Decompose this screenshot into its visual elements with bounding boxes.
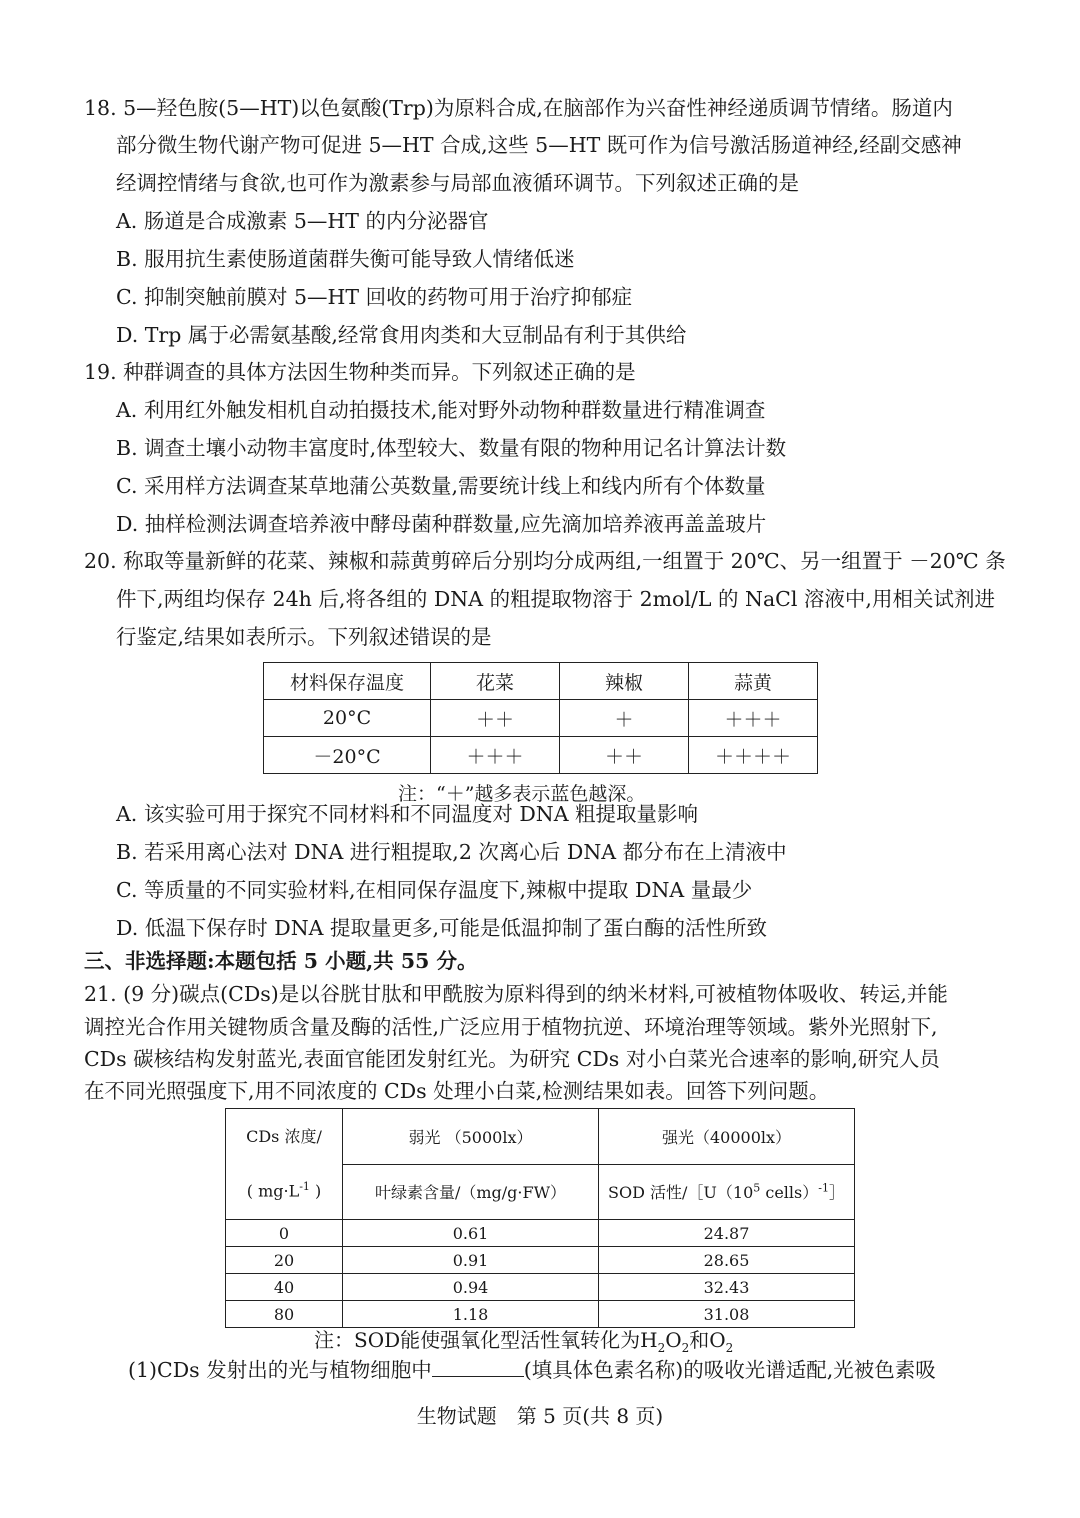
table-cell: 0.94 (343, 1274, 599, 1301)
table-cell: ＋＋＋＋ (689, 737, 818, 774)
q19-option-d: D. 抽样检测法调查培养液中酵母菌种群数量,应先滴加培养液再盖盖玻片 (116, 512, 767, 536)
table-cell: ＋＋＋ (689, 700, 818, 737)
table-cell: 0.91 (343, 1247, 599, 1274)
cds-concentration-header (226, 1109, 343, 1220)
conc-label-line-1: CDs 浓度/ (246, 1126, 322, 1146)
table-cell: 0 (226, 1220, 343, 1247)
table-cell: 40 (226, 1274, 343, 1301)
table-header-row (264, 663, 818, 700)
table-note: 注：“＋”越多表示蓝色越深。 (398, 783, 646, 805)
dna-extraction-table (263, 662, 818, 774)
table-header-cell: 蒜黄 (689, 663, 818, 700)
q18-stem-line-2: 部分微生物代谢产物可促进 5—HT 合成,这些 5—HT 既可作为信号激活肠道神经,经副交感神 (116, 133, 962, 157)
table-row (264, 700, 818, 737)
table-row (226, 1220, 855, 1247)
table-cell: 31.08 (599, 1301, 855, 1328)
q20-option-c: C. 等质量的不同实验材料,在相同保存温度下,辣椒中提取 DNA 量最少 (116, 878, 753, 902)
table-cell: ＋＋ (560, 737, 689, 774)
table-row (226, 1274, 855, 1301)
table-cell: 32.43 (599, 1274, 855, 1301)
table-row (264, 737, 818, 774)
table-header-cell: 辣椒 (560, 663, 689, 700)
q18-option-a: A. 肠道是合成激素 5—HT 的内分泌器官 (116, 209, 489, 233)
table-cell: －20°C (264, 737, 431, 774)
table-cell: 1.18 (343, 1301, 599, 1328)
q20-option-b: B. 若采用离心法对 DNA 进行粗提取,2 次离心后 DNA 都分布在上清液中 (116, 840, 787, 864)
table-cell: ＋＋ (431, 700, 560, 737)
sod-activity-header: SOD 活性$/[U(10^5$ cells）$^{-1}$］ (599, 1164, 855, 1220)
answer-blank[interactable] (432, 1358, 524, 1377)
page-footer: 生物试题 第 5 页(共 8 页) (416, 1404, 664, 1428)
q20-stem-line-3: 行鉴定,结果如表所示。下列叙述错误的是 (116, 625, 492, 649)
table-cell: 80 (226, 1301, 343, 1328)
table-cell: 0.61 (343, 1220, 599, 1247)
section-heading: 三、非选择题:本题包括 5 小题,共 55 分。 (84, 949, 478, 973)
q20-option-d: D. 低温下保存时 DNA 提取量更多,可能是低温抑制了蛋白酶的活性所致 (116, 916, 767, 940)
q19-option-c: C. 采用样方法调查某草地蒲公英数量,需要统计线上和线内所有个体数量 (116, 474, 766, 498)
q19-stem: 19. 种群调查的具体方法因生物种类而异。下列叙述正确的是 (84, 360, 636, 384)
q18-option-d: D. Trp 属于必需氨基酸,经常食用肉类和大豆制品有利于其供给 (116, 323, 687, 347)
q18-stem-line-1: 18. 5—羟色胺(5—HT)以色氨酸(Trp)为原料合成,在脑部作为兴奋性神经递质调节情绪。肠道内 (84, 96, 953, 120)
q21-subquestion-1: (1)CDs 发射出的光与植物细胞中 (填具体色素名称)的吸收光谱适配,光被色素吸 (128, 1358, 936, 1382)
q18-option-c: C. 抑制突触前膜对 5—HT 回收的药物可用于治疗抑郁症 (116, 285, 633, 309)
table-cell: 28.65 (599, 1247, 855, 1274)
chlorophyll-header: 叶绿素含量/（mg/g·FW） (343, 1164, 599, 1220)
table-header-cell: 材料保存温度 (264, 663, 431, 700)
q18-stem-line-3: 经调控情绪与食欲,也可作为激素参与局部血液循环调节。下列叙述正确的是 (116, 171, 800, 195)
table-header-cell: 花菜 (431, 663, 560, 700)
q20-stem-line-1: 20. 称取等量新鲜的花菜、辣椒和蒜黄剪碎后分别均分成两组,一组置于 20℃、另一组置于 －20℃ 条 (84, 549, 1006, 573)
weak-light-header: 弱光 （5000lx） (343, 1109, 599, 1165)
strong-light-header: 强光（40000lx） (599, 1109, 855, 1165)
conc-label-line-2: ( $mg\cdot L^{-1}$ ) (246, 1179, 322, 1201)
q21-stem-line-2: 调控光合作用关键物质含量及酶的活性,广泛应用于植物抗逆、环境治理等领域。紫外光照射下, (84, 1015, 938, 1039)
q21-stem-line-1: 21. (9 分)碳点(CDs)是以谷胱甘肽和甲酰胺为原料得到的纳米材料,可被植物体吸收、转运,并能 (84, 982, 948, 1006)
q21-stem-line-4: 在不同光照强度下,用不同浓度的 CDs 处理小白菜,检测结果如表。回答下列问题。 (84, 1079, 830, 1103)
table-cell: 20 (226, 1247, 343, 1274)
q20-stem-line-2: 件下,两组均保存 24h 后,将各组的 DNA 的粗提取物溶于 2mol/L 的 NaCl 溶液中,用相关试剂进 (116, 587, 995, 611)
q21-stem-line-3: CDs 碳核结构发射蓝光,表面官能团发射红光。为研究 CDs 对小白菜光合速率的影响,研究人员 (84, 1047, 940, 1071)
sod-note: 注：SOD能使强氧化型活性氧转化为$H_2O_2$和$O_2$ (314, 1328, 734, 1355)
table-cell: ＋＋＋ (431, 737, 560, 774)
table-row (226, 1247, 855, 1274)
table-cell: ＋ (560, 700, 689, 737)
q20-option-a: A. 该实验可用于探究不同材料和不同温度对 DNA 粗提取量影响 (116, 802, 699, 826)
q19-option-a: A. 利用红外触发相机自动拍摄技术,能对野外动物种群数量进行精准调查 (116, 398, 766, 422)
q19-option-b: B. 调查土壤小动物丰富度时,体型较大、数量有限的物种用记名计算法计数 (116, 436, 787, 460)
table-cell: 20°C (264, 700, 431, 737)
table-cell: 24.87 (599, 1220, 855, 1247)
cds-results-table (225, 1108, 855, 1328)
q18-option-b: B. 服用抗生素使肠道菌群失衡可能导致人情绪低迷 (116, 247, 575, 271)
